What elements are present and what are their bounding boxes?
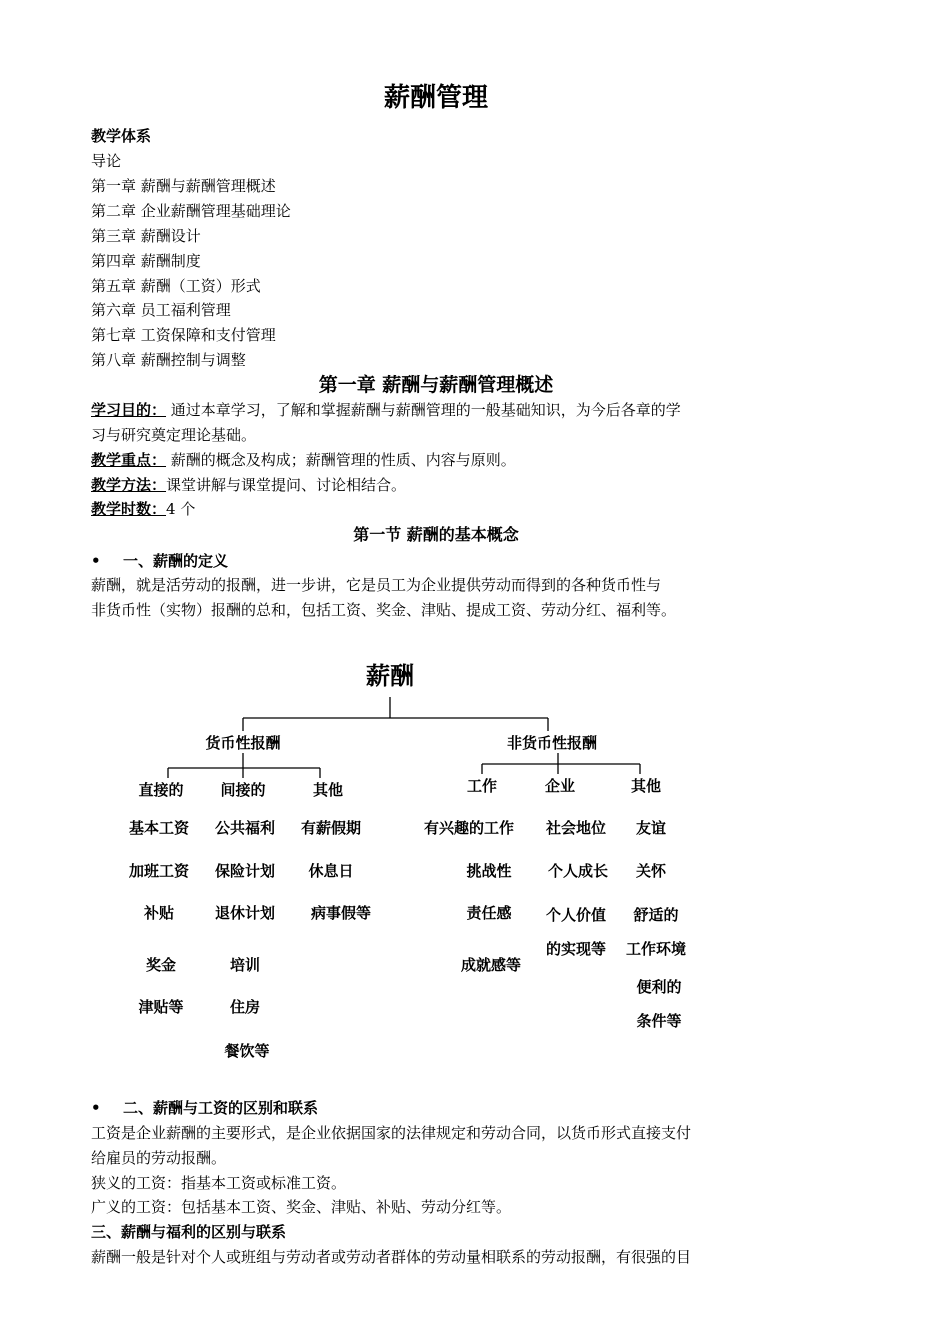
diagram-node: 有薪假期: [300, 819, 362, 837]
diagram-node: 友谊: [635, 819, 667, 837]
toc-item: 第一章 薪酬与薪酬管理概述: [91, 177, 276, 195]
diagram-node: 补贴: [143, 904, 175, 922]
diagram-node: 个人价值: [545, 906, 607, 924]
diagram-node: 成就感等: [460, 956, 522, 974]
objective-text-cont: 习与研究奠定理论基础。: [91, 426, 257, 444]
toc-heading: 教学体系: [91, 127, 152, 145]
toc-item: 第三章 薪酬设计: [91, 227, 201, 245]
diagram-node: 奖金: [145, 956, 177, 974]
diagram-branch-monetary: 货币性报酬: [205, 734, 281, 752]
diagram-node: 舒适的: [633, 906, 679, 924]
toc-item: 导论: [91, 152, 122, 170]
bullet-icon: •: [91, 1099, 101, 1117]
method-text: 课堂讲解与课堂提问、讨论相结合。: [166, 476, 407, 494]
section-title: 第一节 薪酬的基本概念: [353, 525, 519, 544]
diagram-node: 有兴趣的工作: [423, 819, 515, 837]
hours-text: 4 个: [166, 500, 196, 518]
diagram-node: 培训: [229, 956, 261, 974]
diagram-node: 保险计划: [214, 862, 276, 880]
diagram-node-indirect: 间接的: [220, 781, 266, 799]
chapter-title: 第一章 薪酬与薪酬管理概述: [318, 374, 554, 396]
diagram-node: 公共福利: [214, 819, 276, 837]
diagram-node-direct: 直接的: [138, 781, 184, 799]
welfare-heading: 三、薪酬与福利的区别与联系: [91, 1223, 287, 1241]
diagram-node: 病事假等: [310, 904, 372, 922]
toc-item: 第二章 企业薪酬管理基础理论: [91, 202, 291, 220]
bullet-icon: •: [91, 552, 101, 570]
diagram-node: 便利的: [636, 978, 682, 996]
diagram-node: 社会地位: [545, 819, 607, 837]
diagram-node: 挑战性: [466, 862, 512, 880]
bullet-item-wage: [91, 1097, 318, 1119]
objective-text: 通过本章学习，了解和掌握薪酬与薪酬管理的一般基础知识，为今后各章的学: [166, 401, 681, 419]
definition-text-cont: 非货币性（实物）报酬的总和，包括工资、奖金、津贴、提成工资、劳动分红、福利等。: [91, 601, 677, 619]
wage-text: 工资是企业薪酬的主要形式，是企业依据国家的法律规定和劳动合同，以货币形式直接支付: [91, 1124, 692, 1142]
diagram-node: 加班工资: [128, 862, 190, 880]
diagram-node: 津贴等: [138, 998, 184, 1016]
diagram-node: 的实现等: [545, 940, 607, 958]
diagram-node: 餐饮等: [224, 1042, 270, 1060]
toc-item: 第六章 员工福利管理: [91, 301, 231, 319]
toc-item: 第五章 薪酬（工资）形式: [91, 277, 261, 295]
diagram-node-other-monetary: 其他: [312, 781, 344, 799]
wage-text-cont: 给雇员的劳动报酬。: [91, 1149, 227, 1167]
diagram-node: 责任感: [466, 904, 512, 922]
hours-label: 教学时数：: [91, 500, 167, 518]
diagram-node: 住房: [229, 998, 261, 1016]
diagram-node: 基本工资: [128, 819, 190, 837]
diagram-node: 退休计划: [214, 904, 276, 922]
focus-label: 教学重点：: [91, 451, 167, 469]
toc-item: 第八章 薪酬控制与调整: [91, 351, 246, 369]
focus-text: 薪酬的概念及构成；薪酬管理的性质、内容与原则。: [166, 451, 516, 469]
broad-wage-text: 广义的工资：包括基本工资、奖金、津贴、补贴、劳动分红等。: [91, 1198, 512, 1216]
diagram-node: 条件等: [636, 1012, 682, 1030]
diagram-node-other-nonmonetary: 其他: [630, 777, 662, 795]
diagram-node: 休息日: [308, 862, 354, 880]
diagram-node: 工作环境: [625, 940, 687, 958]
bullet-heading: 一、薪酬的定义: [123, 552, 229, 570]
definition-text: 薪酬，就是活劳动的报酬，进一步讲，它是员工为企业提供劳动而得到的各种货币性与: [91, 576, 662, 594]
diagram-node-work: 工作: [466, 777, 498, 795]
diagram-node: 关怀: [635, 862, 667, 880]
diagram-branch-nonmonetary: 非货币性报酬: [506, 734, 598, 752]
method-label: 教学方法：: [91, 476, 167, 494]
diagram-node-company: 企业: [544, 777, 576, 795]
narrow-wage-text: 狭义的工资：指基本工资或标准工资。: [91, 1174, 347, 1192]
diagram-node: 个人成长: [547, 862, 609, 880]
toc-item: 第四章 薪酬制度: [91, 252, 201, 270]
objective-label: 学习目的：: [91, 401, 167, 419]
bullet-heading: 二、薪酬与工资的区别和联系: [123, 1099, 319, 1117]
document-title: 薪酬管理: [383, 83, 488, 113]
toc-item: 第七章 工资保障和支付管理: [91, 326, 276, 344]
welfare-text: 薪酬一般是针对个人或班组与劳动者或劳动者群体的劳动量相联系的劳动报酬，有很强的目: [91, 1248, 692, 1266]
diagram-root-label: 薪酬: [366, 662, 414, 690]
